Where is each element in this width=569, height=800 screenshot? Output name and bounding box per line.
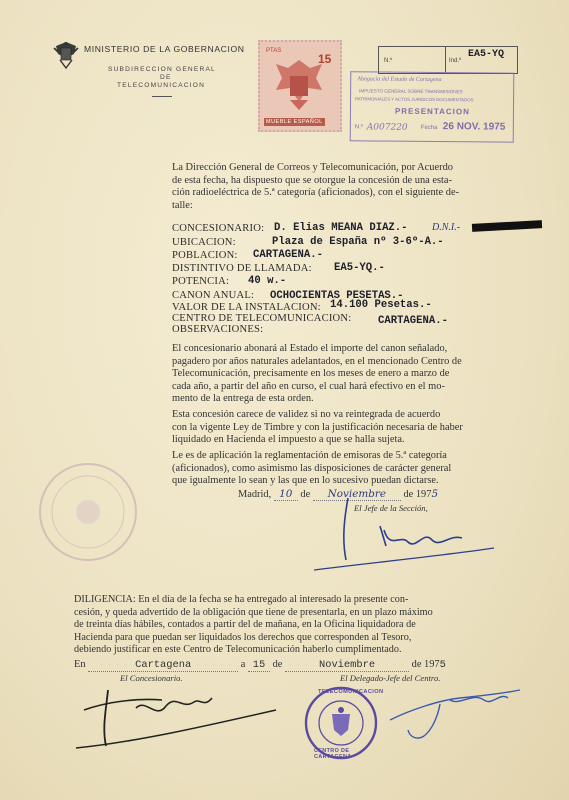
date-day: 10 (274, 488, 298, 501)
reglamentacion-paragraph (172, 450, 517, 488)
tax-stamp-label: PTAS (266, 48, 282, 54)
valor-value: 14.100 Pesetas.- (330, 299, 432, 311)
office-stamp-num-label: N.º (354, 124, 364, 131)
footer-de: de (272, 659, 283, 670)
diligencia-line: de treinta días hábiles, contados a partir del de mañana, en la Oficina liquidadora de (74, 619, 416, 631)
ubicacion-label: UBICACION: (172, 237, 236, 248)
footer-day: 15 (248, 659, 270, 672)
distintivo-label: DISTINTIVO DE LLAMADA: (172, 263, 312, 274)
ref-indicative-value: EA5-YQ (468, 49, 505, 60)
tax-stamp-caption: MUEBLE ESPAÑOL (266, 119, 323, 125)
para-line: cada año, a partir del año en curso, el cual hará efectivo en el mo- (172, 380, 445, 392)
potencia-value: 40 w.- (248, 275, 287, 287)
date-year-prefix: de 197 (403, 489, 432, 500)
office-stamp-line1: Abogacía del Estado de Cartagena (357, 76, 442, 84)
tax-stamp-value: 15 (318, 52, 332, 66)
dni-label: D.N.I.- (432, 222, 461, 233)
intro-line: La Dirección General de Correos y Telecomunicación, por Acuerdo (172, 162, 453, 173)
office-stamp-line2: IMPUESTO GENERAL SOBRE TRANSMISIONES (359, 88, 463, 95)
centro-value: CARTAGENA.- (378, 315, 448, 327)
date-year-digit: 5 (431, 488, 439, 500)
jefe-signature-icon (300, 490, 500, 580)
concesionario-value: D. Elias MEANA DIAZ.- (274, 222, 408, 234)
footer-city: Cartagena (88, 659, 238, 672)
footer-a: a (240, 659, 246, 670)
para-line: Le es de aplicación la reglamentación de emisoras de 5.ª categoría (172, 450, 447, 461)
diligencia-line: Hacienda para que puedan ser liquidados los derechos que corresponden al Tesoro, (74, 631, 412, 643)
concesionario-sign-label: El Concesionario. (120, 673, 183, 683)
para-line: (aficionados), como asimismo las disposiciones de carácter general (172, 462, 452, 474)
subdireccion-telecom: TELECOMUNICACION (117, 82, 206, 89)
redaction-bar (472, 220, 542, 232)
subdireccion-line: SUBDIRECCION GENERAL (108, 66, 216, 73)
footer-month: Noviembre (285, 659, 409, 672)
para-line: liquidado en Hacienda el impuesto a que se halla sujeta. (172, 434, 405, 446)
validez-paragraph (172, 409, 517, 447)
jefe-seccion-label: El Jefe de la Sección, (354, 503, 428, 513)
date-de: de (300, 489, 311, 500)
distintivo-value: EA5-YQ.- (334, 262, 385, 274)
para-line: con la vigente Ley de Timbre y con la justificación necesaria de haber (172, 421, 463, 433)
concesionario-label: CONCESIONARIO: (172, 223, 265, 234)
office-stamp-fecha-value: 26 NOV. 1975 (442, 121, 506, 133)
diligencia-line: DILIGENCIA: En el día de la fecha se ha entregado al interesado la presente con- (74, 594, 409, 605)
valor-label: VALOR DE LA INSTALACION: (172, 302, 321, 313)
para-line: pagadero por años naturales adelantados, en el mencionado Centro de (172, 355, 462, 367)
delegado-signature-icon (380, 680, 530, 750)
subdireccion-de: DE (160, 74, 172, 81)
intro-line: ción radioeléctrica de 5.ª categoría (aficionados), con el siguiente de- (172, 187, 460, 199)
ministry-title: MINISTERIO DE LA GOBERNACION (84, 44, 245, 54)
footer-year-prefix: de 197 (411, 659, 440, 670)
round-stamp-bottom-text: CENTRO DE CARTAGENA (314, 748, 352, 760)
tax-stamp-emblem-icon (270, 56, 328, 114)
para-line: El concesionario abonará al Estado el importe del canon señalado, (172, 343, 448, 354)
office-stamp-line3: PATRIMONIALES Y ACTOS JURIDICOS DOCUMENTADOS (355, 96, 474, 103)
office-stamp-num-value: A007220 (366, 122, 408, 133)
para-line: mento de la entrega de esta orden. (172, 393, 314, 405)
faint-round-stamp-icon (36, 460, 140, 564)
poblacion-label: POBLACION: (172, 250, 238, 261)
observaciones-label: OBSERVACIONES: (172, 324, 264, 335)
ref-indicative-label: Ind.º (449, 58, 462, 64)
para-line: Esta concesión carece de validez si no va reintegrada de acuerdo (172, 409, 441, 420)
ref-number-label: N.º (384, 58, 393, 64)
concesionario-signature-icon (66, 680, 286, 760)
para-line: Telecomunicación, precisamente en los meses de enero a marzo de (172, 368, 450, 380)
diligencia-line: cesión, y queda advertido de la obligación que tiene de presentarla, en un plazo máximo (74, 606, 433, 618)
coat-of-arms-icon (52, 40, 80, 70)
canon-value: OCHOCIENTAS PESETAS.- (270, 290, 404, 302)
date-month: Noviembre (313, 488, 401, 501)
canon-paragraph (172, 343, 517, 406)
canon-label: CANON ANUAL: (172, 290, 255, 301)
diligencia-line: debiendo justificar en este Centro de Telecomunicación haberlo cumplimentado. (74, 644, 402, 656)
poblacion-value: CARTAGENA.- (253, 249, 323, 261)
office-stamp (350, 71, 515, 142)
para-line: que igualmente lo sean y las que en lo sucesivo puedan dictarse. (172, 475, 439, 487)
cartagena-date-line (74, 659, 446, 672)
footer-en: En (74, 659, 86, 670)
office-stamp-presentacion: PRESENTACION (394, 106, 470, 117)
round-stamp-top-text: TELECOMUNICACION (318, 689, 384, 695)
intro-line: talle: (172, 199, 193, 211)
office-stamp-fecha-label: Fecha (420, 124, 438, 132)
ubicacion-value: Plaza de España nº 3-6º-A.- (272, 236, 444, 248)
potencia-label: POTENCIA: (172, 276, 230, 287)
intro-paragraph (172, 162, 517, 212)
diligencia-paragraph (74, 594, 514, 657)
date-city: Madrid, (238, 489, 272, 500)
reference-box-divider (445, 46, 446, 72)
round-official-stamp (304, 686, 384, 760)
tax-stamp (258, 40, 342, 132)
centro-label: CENTRO DE TELECOMUNICACION: (172, 313, 352, 324)
intro-line: de esta fecha, ha dispuesto que se otorgue la concesión de una esta- (172, 174, 452, 186)
header-divider (152, 96, 172, 97)
delegado-sign-label: El Delegado-Jefe del Centro. (340, 673, 441, 683)
footer-year-digit: 5 (439, 659, 446, 671)
